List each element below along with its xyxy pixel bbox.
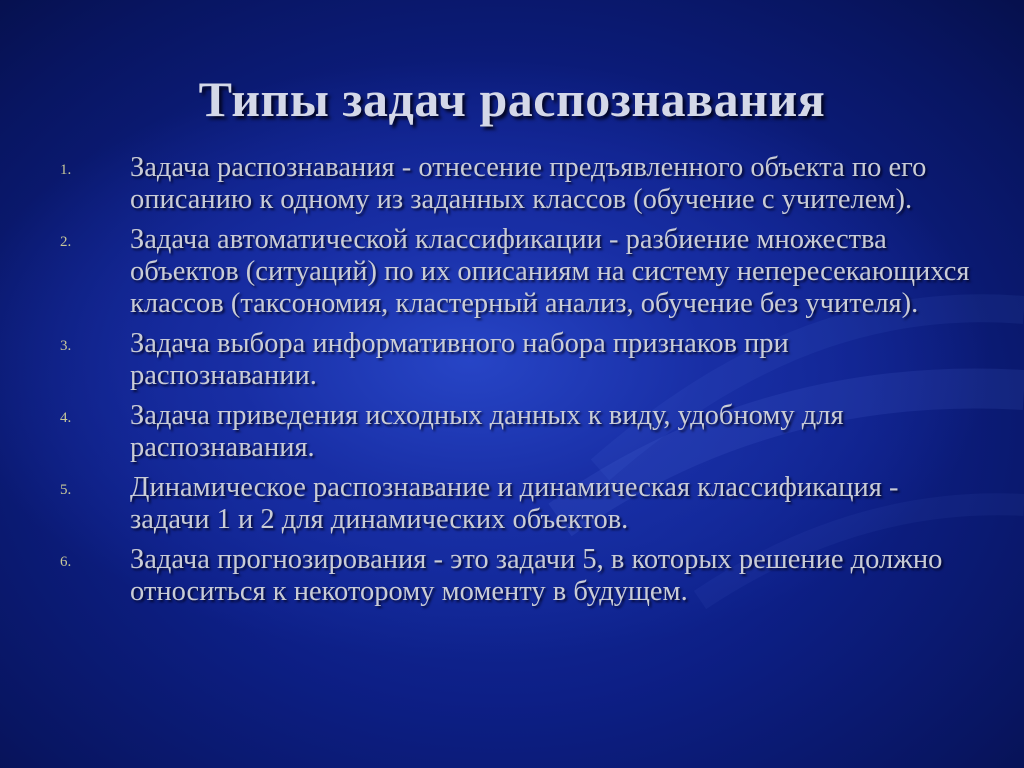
item-number: 3.	[60, 338, 72, 354]
item-text: Задача распознавания - отнесение предъявленного объекта по его описанию к одному из заданных классов (обучение с учителем).	[130, 152, 927, 215]
list-item	[60, 152, 980, 216]
list-item	[60, 472, 980, 536]
slide-title: Типы задач распознавания	[198, 71, 826, 127]
task-list	[60, 152, 980, 616]
list-item	[60, 224, 980, 320]
item-number: 2.	[60, 234, 72, 250]
item-text: Задача прогнозирования - это задачи 5, в которых решение должно относиться к некоторому моменту в будущем.	[130, 544, 943, 607]
list-item	[60, 544, 980, 608]
item-number: 5.	[60, 482, 72, 498]
item-text: Задача выбора информативного набора признаков при распознавании.	[130, 328, 789, 391]
item-number: 4.	[60, 410, 72, 426]
item-number: 6.	[60, 554, 72, 570]
item-text: Динамическое распознавание и динамическая классификация - задачи 1 и 2 для динамических объектов.	[130, 472, 899, 535]
item-text: Задача приведения исходных данных к виду, удобному для распознавания.	[130, 400, 844, 463]
item-text: Задача автоматической классификации - разбиение множества объектов (ситуаций) по их описаниям на систему непересекающихся классов (таксономия, кластерный анализ, обучение без учителя).	[130, 224, 970, 319]
item-number: 1.	[60, 162, 72, 178]
list-item	[60, 400, 980, 464]
list-item	[60, 328, 980, 392]
